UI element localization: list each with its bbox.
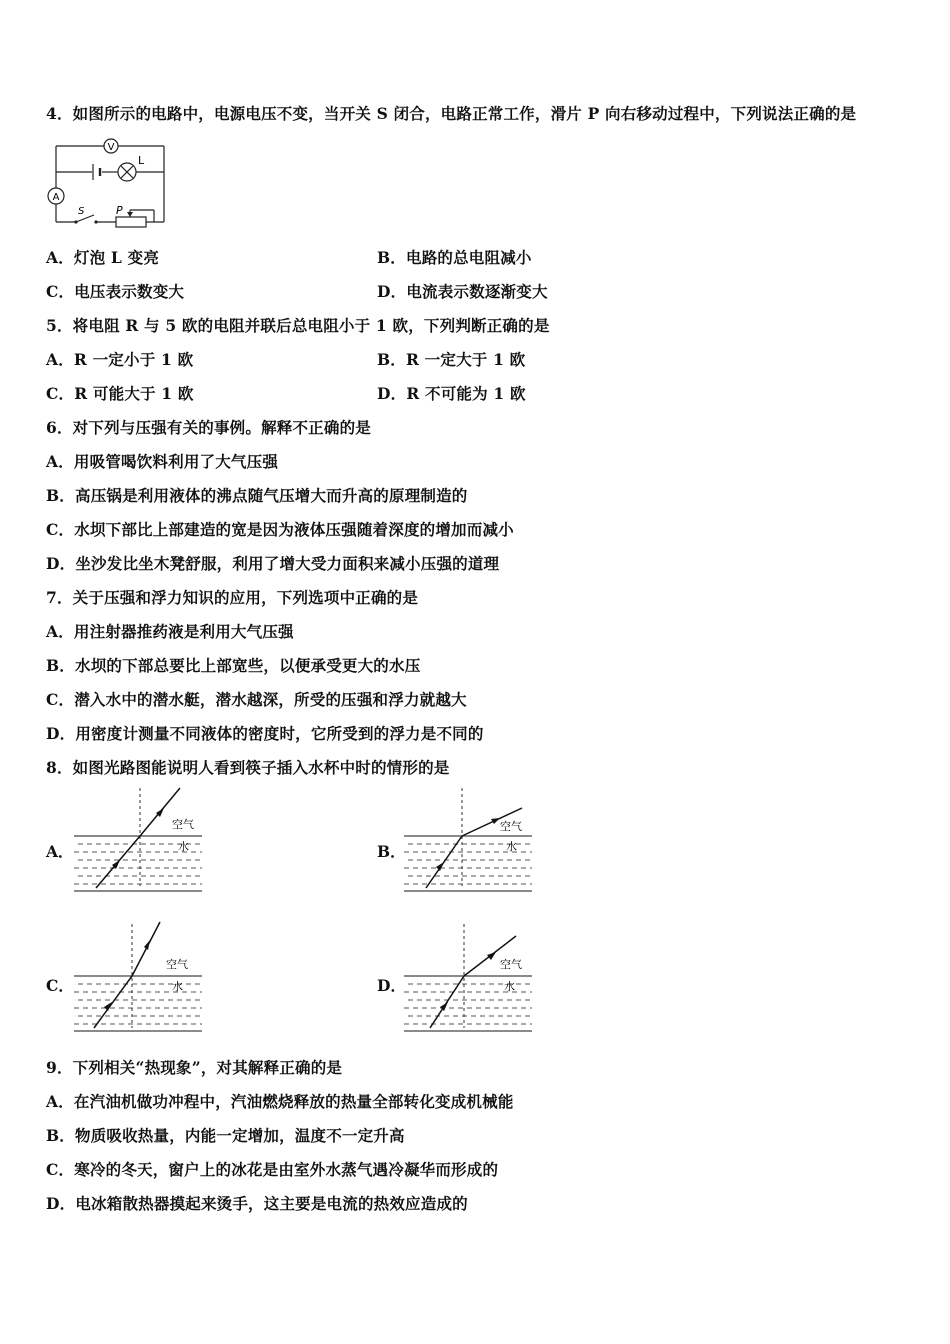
q4-option-c: C．电压表示数变大 (46, 282, 185, 301)
q6-option-a: A．用吸管喝饮料利用了大气压强 (46, 452, 279, 471)
q8-option-c-label: C． (46, 976, 74, 995)
q5-stem: 5．将电阻 R 与 5 欧的电阻并联后总电阻小于 1 欧，下列判断正确的是 (46, 316, 550, 335)
water-label: 水 (172, 980, 183, 993)
air-label: 空气 (172, 818, 194, 831)
water-label: 水 (178, 840, 189, 853)
q8-option-a-label: A． (46, 842, 74, 861)
q4-option-a: A．灯泡 L 变亮 (46, 248, 160, 267)
q4-circuit-diagram (46, 134, 171, 230)
q7-option-b: B．水坝的下部总要比上部宽些，以便承受更大的水压 (46, 656, 421, 675)
q4-stem: 4．如图所示的电路中，电源电压不变，当开关 S 闭合，电路正常工作，滑片 P 向右移动过程中，下列说法正确的是 (46, 104, 857, 123)
lamp-label: L (138, 154, 145, 167)
air-label: 空气 (500, 958, 522, 971)
q7-option-c: C．潜入水中的潜水艇，潜水越深，所受的压强和浮力就越大 (46, 690, 467, 709)
q4-option-d: D．电流表示数逐渐变大 (377, 282, 548, 301)
q4-option-b: B．电路的总电阻减小 (377, 248, 532, 267)
q9-option-a: A．在汽油机做功冲程中，汽油燃烧释放的热量全部转化变成机械能 (46, 1092, 514, 1111)
voltmeter-label: V (107, 142, 115, 153)
air-label: 空气 (166, 958, 188, 971)
q8-diagram-a (74, 786, 204, 894)
q7-stem: 7．关于压强和浮力知识的应用，下列选项中正确的是 (46, 588, 419, 607)
air-label: 空气 (500, 820, 522, 833)
q6-stem: 6．对下列与压强有关的事例。解释不正确的是 (46, 418, 371, 437)
slider-label: P (116, 204, 123, 217)
q8-option-d-label: D． (377, 976, 406, 995)
ammeter-label: A (52, 192, 60, 203)
q7-option-d: D．用密度计测量不同液体的密度时，它所受到的浮力是不同的 (46, 724, 484, 743)
q5-option-a: A．R 一定小于 1 欧 (46, 350, 194, 369)
q5-option-c: C．R 可能大于 1 欧 (46, 384, 194, 403)
q8-diagram-d (404, 920, 534, 1034)
q8-diagram-b (404, 786, 534, 894)
q8-option-b-label: B． (377, 842, 406, 861)
water-label: 水 (504, 980, 515, 993)
q5-option-d: D．R 不可能为 1 欧 (377, 384, 526, 403)
q9-option-c: C．寒冷的冬天，窗户上的冰花是由室外水蒸气遇冷凝华而形成的 (46, 1160, 499, 1179)
q9-option-d: D．电冰箱散热器摸起来烫手，这主要是电流的热效应造成的 (46, 1194, 468, 1213)
switch-label: S (78, 206, 85, 217)
q6-option-c: C．水坝下部比上部建造的宽是因为液体压强随着深度的增加而减小 (46, 520, 514, 539)
q6-option-d: D．坐沙发比坐木凳舒服，利用了增大受力面积来减小压强的道理 (46, 554, 500, 573)
water-label: 水 (506, 840, 517, 853)
q8-stem: 8．如图光路图能说明人看到筷子插入水杯中时的情形的是 (46, 758, 450, 777)
q8-diagram-c (74, 920, 204, 1034)
q6-option-b: B．高压锅是利用液体的沸点随气压增大而升高的原理制造的 (46, 486, 468, 505)
q9-option-b: B．物质吸收热量，内能一定增加，温度不一定升高 (46, 1126, 405, 1145)
q5-option-b: B．R 一定大于 1 欧 (377, 350, 526, 369)
q7-option-a: A．用注射器推药液是利用大气压强 (46, 622, 294, 641)
q9-stem: 9．下列相关“热现象”，对其解释正确的是 (46, 1058, 343, 1077)
